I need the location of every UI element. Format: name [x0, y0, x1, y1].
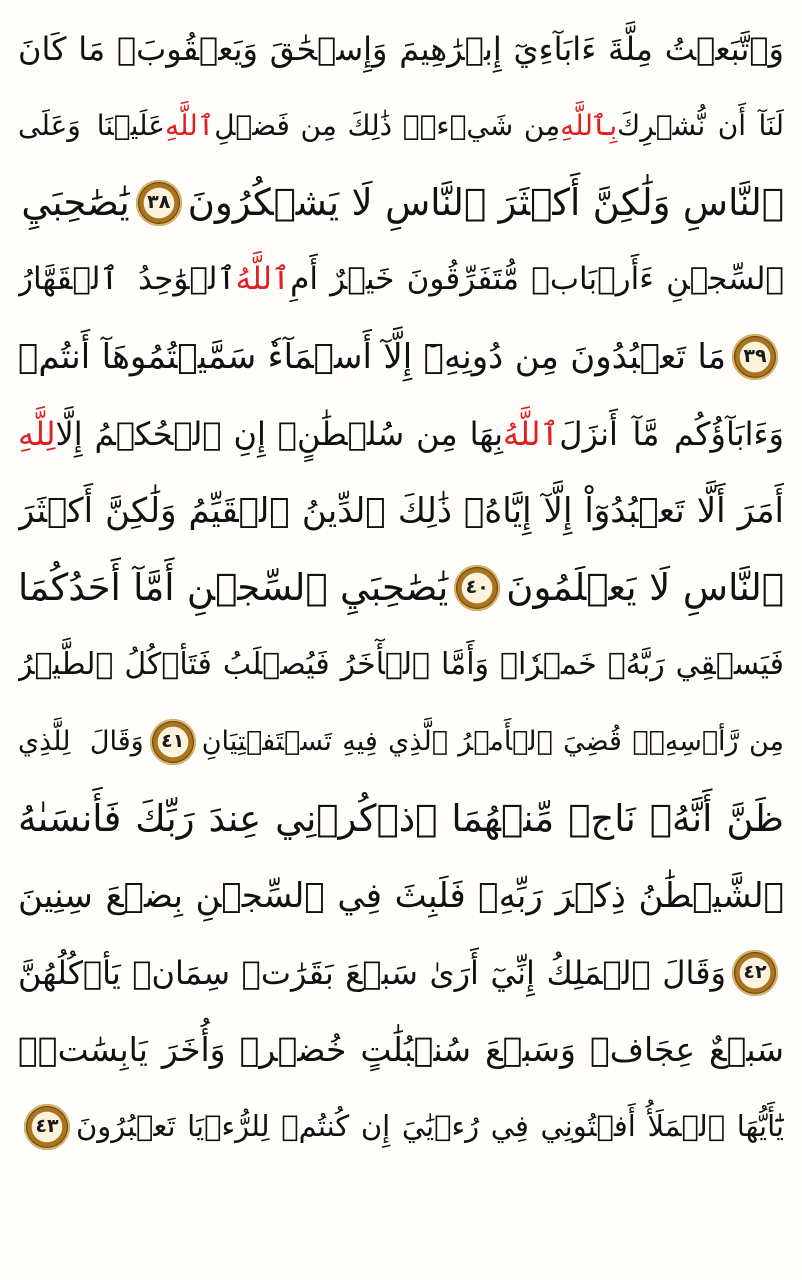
verse-text: وَقَالَ لِلَّذِي: [18, 726, 144, 757]
verse-text: عَلَيۡنَا وَعَلَى: [18, 108, 165, 142]
divine-name-text: ٱللَّهُ: [502, 414, 560, 453]
verse-text: وَٱتَّبَعۡتُ مِلَّةَ ءَابَآءِيٓ إِبۡرَٰهِيمَ وَإِسۡحَٰقَ وَيَعۡقُوبَۚ مَا كَانَ: [18, 29, 784, 68]
verse-line: [18, 626, 784, 703]
verse-text: مِن رَّأۡسِهِۦۚ قُضِيَ ٱلۡأَمۡرُ ٱلَّذِي فِيهِ تَسۡتَفۡتِيَانِ: [201, 726, 784, 757]
divine-name-text: ٱللَّهِ: [165, 108, 215, 142]
verse-text: وَءَابَآؤُكُم مَّآ أَنزَلَ: [559, 414, 784, 453]
verse-text: يَٰٓأَيُّهَا ٱلۡمَلَأُ أَفۡتُونِي فِي رُءۡيَٰيَ إِن كُنتُمۡ لِلرُّءۡيَا تَعۡبُرُونَ: [76, 1109, 784, 1143]
verse-line: [18, 241, 784, 318]
verse-text: سَبۡعٌ عِجَافٞ وَسَبۡعَ سُنۢبُلَٰتٍ خُضۡرٖ وَأُخَرَ يَابِسَٰتٖۖ: [18, 1030, 784, 1069]
ayah-number-marker: ٤٢: [732, 950, 778, 996]
ayah-number-marker: ٤٠: [454, 565, 500, 611]
verse-text: ٱلۡوَٰحِدُ ٱلۡقَهَّارُ: [18, 261, 236, 297]
verse-line: [18, 395, 784, 472]
verse-line: [18, 857, 784, 934]
ayah-number-marker: ٤١: [150, 719, 196, 765]
ayah-number-marker: ٣٩: [732, 334, 778, 380]
verse-text: ٱلشَّيۡطَٰنُ ذِكۡرَ رَبِّهِۦ فَلَبِثَ فِي ٱلسِّجۡنِ بِضۡعَ سِنِينَ: [18, 875, 784, 916]
divine-name-text: بِٱللَّهِ: [560, 108, 618, 142]
verse-text: ظَنَّ أَنَّهُۥ نَاجٖ مِّنۡهُمَا ٱذۡكُرۡنِي عِندَ رَبِّكَ فَأَنسَىٰهُ: [18, 797, 784, 840]
verse-text: مَا تَعۡبُدُونَ مِن دُونِهِۦٓ إِلَّآ أَسۡمَآءٗ سَمَّيۡتُمُوهَآ أَنتُمۡ: [18, 336, 726, 377]
verse-text: أَمَرَ أَلَّا تَعۡبُدُوٓاْ إِلَّآ إِيَّاهُۚ ذَٰلِكَ ٱلدِّينُ ٱلۡقَيِّمُ وَلَٰكِنَّ أَكۡثَرَ: [18, 490, 784, 531]
divine-name-text: لِلَّهِ: [18, 414, 56, 453]
verse-text: ٱلنَّاسِ وَلَٰكِنَّ أَكۡثَرَ ٱلنَّاسِ لَا يَشۡكُرُونَ: [187, 181, 784, 224]
verse-line: [18, 549, 784, 626]
verse-text: بِهَا مِن سُلۡطَٰنٍۚ إِنِ ٱلۡحُكۡمُ إِلَّا: [55, 414, 503, 453]
verse-line: [18, 87, 784, 164]
verse-line: [18, 703, 784, 780]
verse-text: وَقَالَ ٱلۡمَلِكُ إِنِّيٓ أَرَىٰ سَبۡعَ بَقَرَٰتٖ سِمَانٖ يَأۡكُلُهُنَّ: [18, 953, 726, 992]
verse-text: لَنَآ أَن نُّشۡرِكَ: [617, 108, 784, 142]
verse-line: [18, 934, 784, 1011]
verse-text: ٱلنَّاسِ لَا يَعۡلَمُونَ: [506, 566, 784, 609]
ayah-number-marker: ٤٣: [24, 1104, 70, 1150]
ayah-number-marker: ٣٨: [136, 180, 182, 226]
verse-text: فَيَسۡقِي رَبَّهُۥ خَمۡرٗاۖ وَأَمَّا ٱلۡأٓخَرُ فَيُصۡلَبُ فَتَأۡكُلُ ٱلطَّيۡرُ: [18, 646, 784, 682]
verse-text: يَٰصَٰحِبَيِ ٱلسِّجۡنِ أَمَّآ أَحَدُكُمَا: [18, 566, 449, 609]
verse-line: [18, 780, 784, 857]
verse-line: [18, 472, 784, 549]
verse-line: [18, 10, 784, 87]
verse-line: [18, 1011, 784, 1088]
verse-text: مِن شَيۡءٖۚ ذَٰلِكَ مِن فَضۡلِ: [214, 108, 561, 142]
verse-line: [18, 1088, 784, 1165]
verse-line: [18, 318, 784, 395]
verse-line: [18, 164, 784, 241]
verse-text: يَٰصَٰحِبَيِ: [21, 181, 130, 224]
divine-name-text: ٱللَّهُ: [235, 261, 291, 297]
verse-text: ٱلسِّجۡنِ ءَأَرۡبَابٞ مُّتَفَرِّقُونَ خَيۡرٌ أَمِ: [290, 261, 784, 297]
